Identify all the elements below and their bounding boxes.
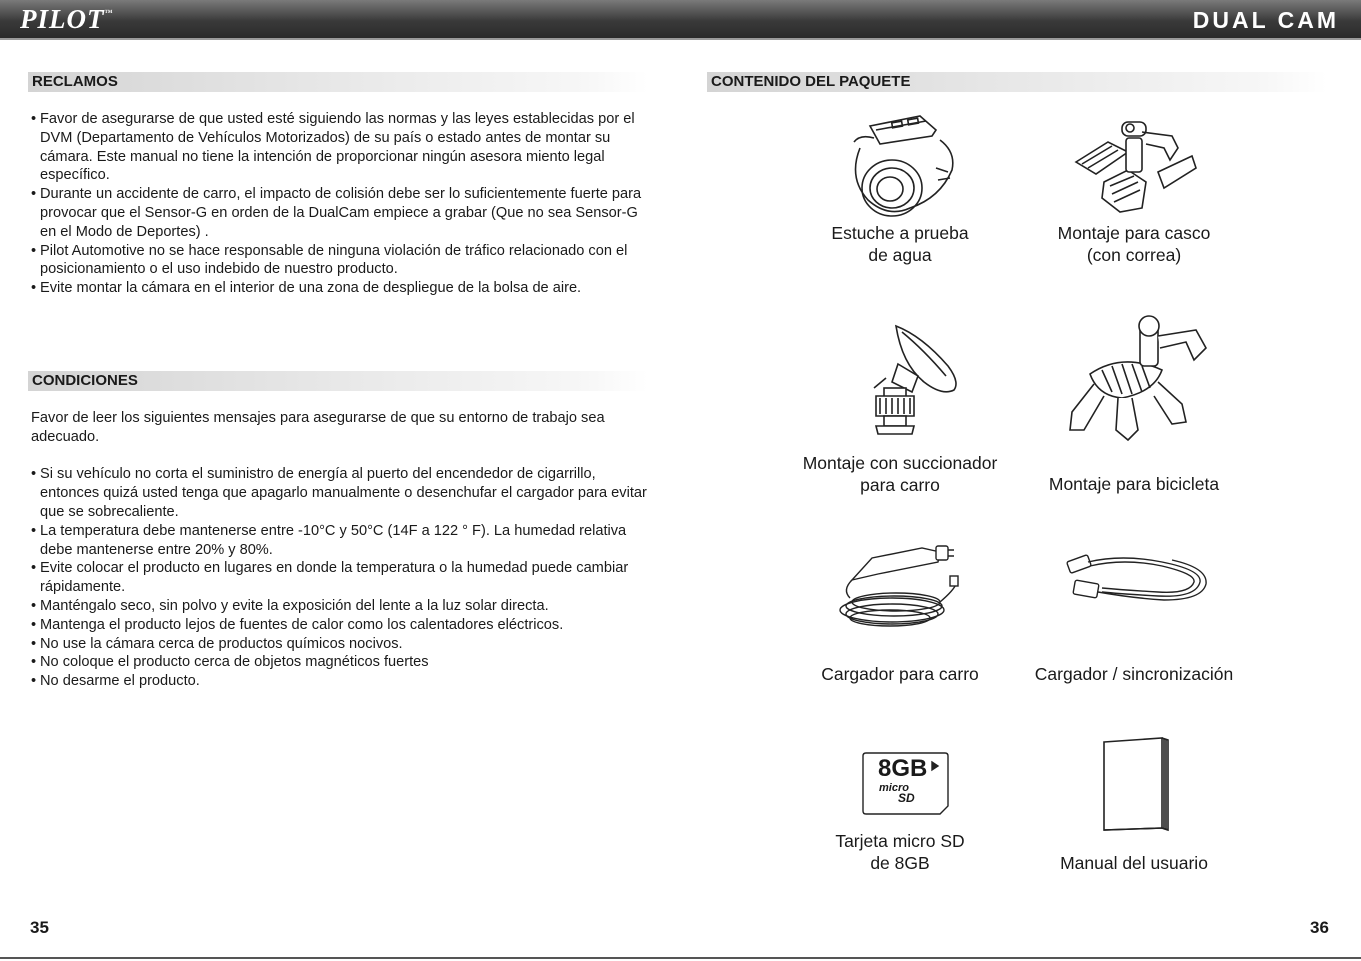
- list-item: • Si su vehículo no corta el suministro de energía al puerto del encendedor de cigarrillo, entonces quizá usted tenga que apagarlo manualmente o desenchufar el cargador para evitar que se sobrecaliente.: [31, 465, 651, 521]
- list-item: • No desarme el producto.: [31, 672, 651, 691]
- user-manual-icon: [1098, 736, 1176, 836]
- page-number-right: 36: [1310, 918, 1329, 937]
- list-item: • Evite colocar el producto en lugares en donde la temperatura o la humedad puede cambiar rápidamente.: [31, 559, 651, 597]
- list-item: • No use la cámara cerca de productos químicos nocivos.: [31, 635, 651, 654]
- sd-brand-bottom: SD: [898, 791, 915, 805]
- item-caption: Manual del usuario: [1060, 853, 1208, 873]
- bicycle-mount-icon: [1062, 312, 1212, 450]
- item-caption: Montaje para casco (con correa): [1057, 223, 1211, 265]
- helmet-mount-icon: [1068, 112, 1198, 217]
- list-item: • La temperatura debe mantenerse entre -10°C y 50°C (14F a 122 ° F). La humedad relativa debe mantenerse entre 20% y 80%.: [31, 522, 651, 560]
- page-number-left: 35: [30, 918, 49, 937]
- suction-mount-icon: [862, 316, 962, 441]
- list-item: • Durante un accidente de carro, el impacto de colisión debe ser lo suficientemente fuerte para provocar que el Sensor-G en orden de la DualCam empiece a grabar (Que no sea Sensor-G en el Modo de Deportes) .: [31, 185, 651, 241]
- list-item: • Manténgalo seco, sin polvo y evite la exposición del lente a la luz solar directa.: [31, 597, 651, 616]
- header-bar: [0, 0, 1361, 40]
- list-item: • Evite montar la cámara en el interior de una zona de despliegue de la bolsa de aire.: [31, 279, 651, 298]
- dualcam-logo: DUAL CAM: [1192, 7, 1339, 33]
- item-caption: Cargador / sincronización: [1034, 664, 1234, 684]
- car-charger-icon: [832, 540, 967, 632]
- usb-cable-icon: [1062, 548, 1212, 606]
- list-item: • Pilot Automotive no se hace responsable de ninguna violación de tráfico relacionado con el posicionamiento o el uso indebido de nuestro producto.: [31, 242, 651, 280]
- list-item: • No coloque el producto cerca de objetos magnéticos fuertes: [31, 653, 651, 672]
- reclamos-list: [31, 110, 651, 298]
- condiciones-intro: Favor de leer los siguientes mensajes para asegurarse de que su entorno de trabajo sea adecuado.: [31, 410, 605, 445]
- condiciones-list: [31, 465, 651, 691]
- micro-sd-card-icon: [862, 752, 949, 816]
- item-caption: Montaje para bicicleta: [1048, 474, 1220, 494]
- item-caption: Montaje con succionador para carro: [802, 453, 998, 495]
- item-caption: Tarjeta micro SD de 8GB: [835, 831, 965, 873]
- pilot-logo: PILOT™: [20, 4, 114, 34]
- sd-brand-top: micro: [879, 782, 909, 794]
- item-caption: Estuche a prueba de agua: [831, 223, 969, 265]
- item-caption: Cargador para carro: [821, 664, 979, 684]
- waterproof-case-icon: [840, 108, 960, 223]
- section-title-reclamos: RECLAMOS: [28, 72, 648, 92]
- section-title-condiciones: CONDICIONES: [28, 371, 648, 391]
- list-item: • Mantenga el producto lejos de fuentes de calor como los calentadores eléctricos.: [31, 616, 651, 635]
- list-item: • Favor de asegurarse de que usted esté siguiendo las normas y las leyes establecidas por el DVM (Departamento de Vehículos Motorizados) de su país o estado antes de montar su cámara. Este manual no tiene la intención de proporcionar ningún asesora miento legal específico.: [31, 110, 651, 185]
- bottom-rule: [0, 957, 1361, 959]
- section-title-contenido: CONTENIDO DEL PAQUETE: [707, 72, 1327, 92]
- sd-capacity-label: 8GB: [878, 755, 928, 782]
- condiciones-block: [31, 409, 651, 691]
